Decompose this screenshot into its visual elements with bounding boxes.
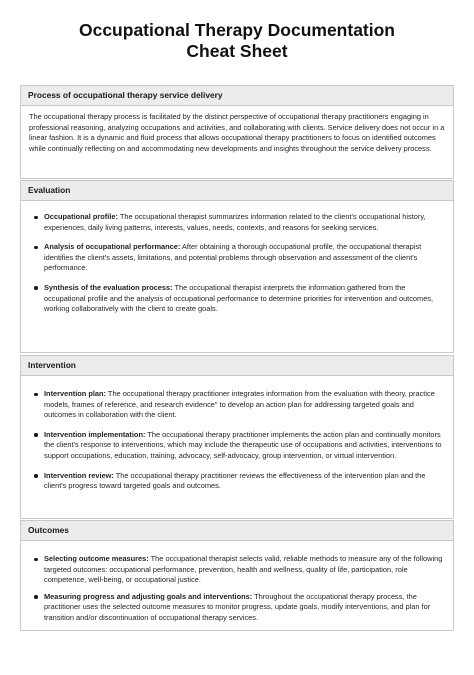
title-line-1: Occupational Therapy Documentation	[78, 20, 396, 40]
section-heading: Evaluation	[21, 181, 453, 201]
list-item	[21, 212, 453, 233]
bullet-icon	[34, 393, 38, 397]
section-heading: Outcomes	[21, 521, 453, 541]
intervention-list	[21, 389, 453, 492]
section-evaluation	[20, 180, 454, 353]
item-term: Analysis of occupational performance:	[44, 242, 181, 252]
bullet-icon	[34, 246, 38, 250]
item-text: The occupational therapy practitioner reviews the effectiveness of the intervention plan and the client's progress toward targeted goals and outcomes.	[44, 470, 426, 491]
bullet-icon	[34, 558, 38, 562]
bullet-icon	[34, 216, 38, 220]
list-item	[21, 242, 453, 274]
list-item	[21, 283, 453, 315]
list-item	[21, 554, 453, 586]
bullet-icon	[34, 474, 38, 478]
list-item	[21, 389, 453, 421]
item-term: Occupational profile:	[44, 212, 118, 221]
bullet-icon	[34, 433, 38, 437]
item-term: Intervention plan:	[44, 389, 107, 398]
item-text: Throughout the occupational therapy process, the practitioner uses the selected outcome measures to monitor progress, update goals, modify interventions, and plan for transition and/or discontinuation of occupational therapy services.	[44, 591, 431, 622]
list-item	[21, 430, 453, 462]
item-text: After obtaining a thorough occupational profile, the occupational therapist identifies the client's assets, limitations, and potential problems through observation and assessment of the client's performance.	[44, 242, 422, 273]
section-intervention	[20, 355, 454, 519]
bullet-icon	[34, 595, 38, 599]
list-item	[21, 592, 453, 624]
section-process	[20, 85, 454, 179]
list-item	[21, 471, 453, 492]
title-line-2: Cheat Sheet	[186, 41, 288, 61]
item-term: Intervention implementation:	[44, 429, 146, 439]
item-text: The occupational therapist interprets the information gathered from the occupational profile and the analysis of occupational performance to determine priorities for intervention and outcomes, working collaboratively with the client to create goals.	[44, 282, 434, 314]
section-paragraph: The occupational therapy process is facilitated by the distinct perspective of occupational therapy practitioners engaging in professional reasoning, analyzing occupations and activities, and collaborating with clients. Service delivery does not occur in a linear fashion. It is a dynamic and fluid process that allows occupational therapy practitioners to focus on identified outcomes while continually reflecting on and accommodating new developments and insights throughout the service delivery process.	[29, 112, 445, 153]
section-heading: Process of occupational therapy service delivery	[21, 86, 453, 106]
item-text: The occupational therapy practitioner implements the action plan and continually monitors the client's response to interventions, which may include the therapeutic use of occupations and activities, interventions to support occupations, education, training, advocacy, self-advocacy, group intervention, or virtual intervention.	[44, 429, 442, 460]
section-heading: Intervention	[21, 356, 453, 376]
page-title	[0, 20, 474, 62]
outcomes-list	[21, 554, 453, 624]
item-term: Measuring progress and adjusting goals and interventions:	[44, 591, 253, 601]
evaluation-list	[21, 212, 453, 315]
section-outcomes	[20, 520, 454, 631]
item-term: Selecting outcome measures:	[44, 554, 149, 563]
item-text: The occupational therapy practitioner integrates information from the evaluation with theory, practice models, frames of reference, and research evidence" to develop an action plan for addressing targeted goals and outcomes in collaboration with the client.	[44, 389, 435, 420]
item-term: Intervention review:	[44, 470, 114, 480]
item-text: The occupational therapist summarizes information related to the client's occupational history, experiences, daily living patterns, interests, values, needs, contexts, and reasons for seeking services.	[44, 212, 426, 232]
bullet-icon	[34, 286, 38, 290]
item-term: Synthesis of the evaluation process:	[44, 282, 173, 292]
item-text: The occupational therapist selects valid, reliable methods to measure any of the following targeted outcomes: occupational performance, prevention, health and wellness, quality of life, participation, role competence, well-being, or occupational justice.	[44, 554, 443, 585]
